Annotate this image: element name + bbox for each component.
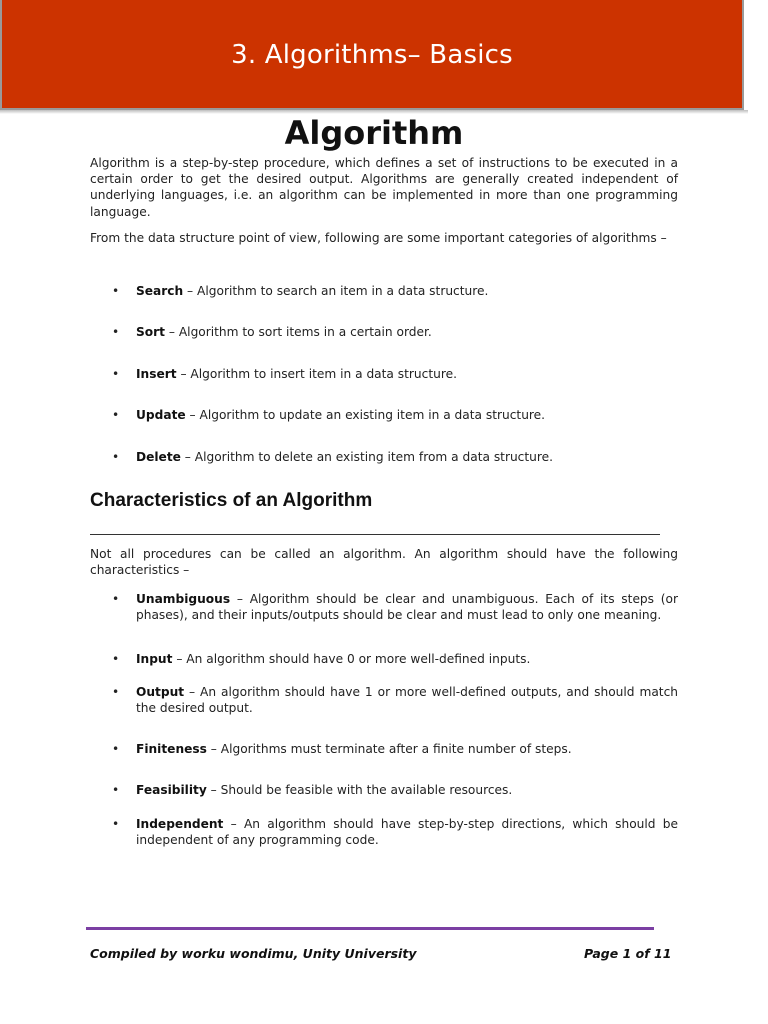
bullet-icon: • [112,783,120,797]
description: – An algorithm should have step-by-step directions, which should be independent of any programming code. [136,817,678,848]
bullet-icon: • [112,817,120,831]
description: – An algorithm should have 1 or more well-defined outputs, and should match the desired output. [136,685,678,716]
header-banner [0,0,744,110]
description: – Algorithm to delete an existing item from a data structure. [180,450,553,464]
description: – Algorithm to update an existing item in a data structure. [185,408,546,422]
term: Delete [136,450,181,464]
page-title: Algorithm [284,114,464,152]
chapter-title: 3. Algorithms– Basics [231,40,513,70]
bullet-icon: • [112,284,120,298]
term: Search [136,284,184,298]
term: Sort [136,325,165,339]
term: Independent [136,817,224,831]
bullet-icon: • [112,685,120,699]
page-number: Page 1 of 11 [584,946,672,961]
footer-credit: Compiled by worku wondimu, Unity University [90,946,417,961]
description: – Algorithm to sort items in a certain order. [165,325,432,339]
characteristics-intro: Not all procedures can be called an algorithm. An algorithm should have the following characteristics – [90,547,678,578]
description: – Algorithm to insert item in a data structure. [176,367,457,381]
bullet-icon: • [112,367,120,381]
description: – Algorithm to search an item in a data structure. [183,284,489,298]
description: – An algorithm should have 0 or more well-defined inputs. [172,652,531,666]
section-heading: Characteristics of an Algorithm [90,490,373,511]
term: Insert [136,367,177,381]
term: Unambiguous [136,592,231,606]
bullet-icon: • [112,408,120,422]
term: Update [136,408,186,422]
intro-paragraph: Algorithm is a step-by-step procedure, which defines a set of instructions to be executed in a certain order to get the desired output. Algorithms are generally created independent of underlying languages, i.e. an algorithm can be implemented in more than one programming language. [90,156,678,219]
term: Input [136,652,173,666]
term: Output [136,685,185,699]
description: – Should be feasible with the available resources. [206,783,513,797]
bullet-icon: • [112,652,120,666]
footer-divider [86,927,654,930]
description: – Algorithm should be clear and unambiguous. Each of its steps (or phases), and their inputs/outputs should be clear and must lead to only one meaning. [136,592,678,623]
bullet-icon: • [112,742,120,756]
description: – Algorithms must terminate after a finite number of steps. [206,742,572,756]
term: Finiteness [136,742,207,756]
categories-intro: From the data structure point of view, following are some important categories of algorithms – [90,231,667,245]
bullet-icon: • [112,325,120,339]
bullet-icon: • [112,592,120,606]
term: Feasibility [136,783,207,797]
section-divider [90,534,660,535]
bullet-icon: • [112,450,120,464]
